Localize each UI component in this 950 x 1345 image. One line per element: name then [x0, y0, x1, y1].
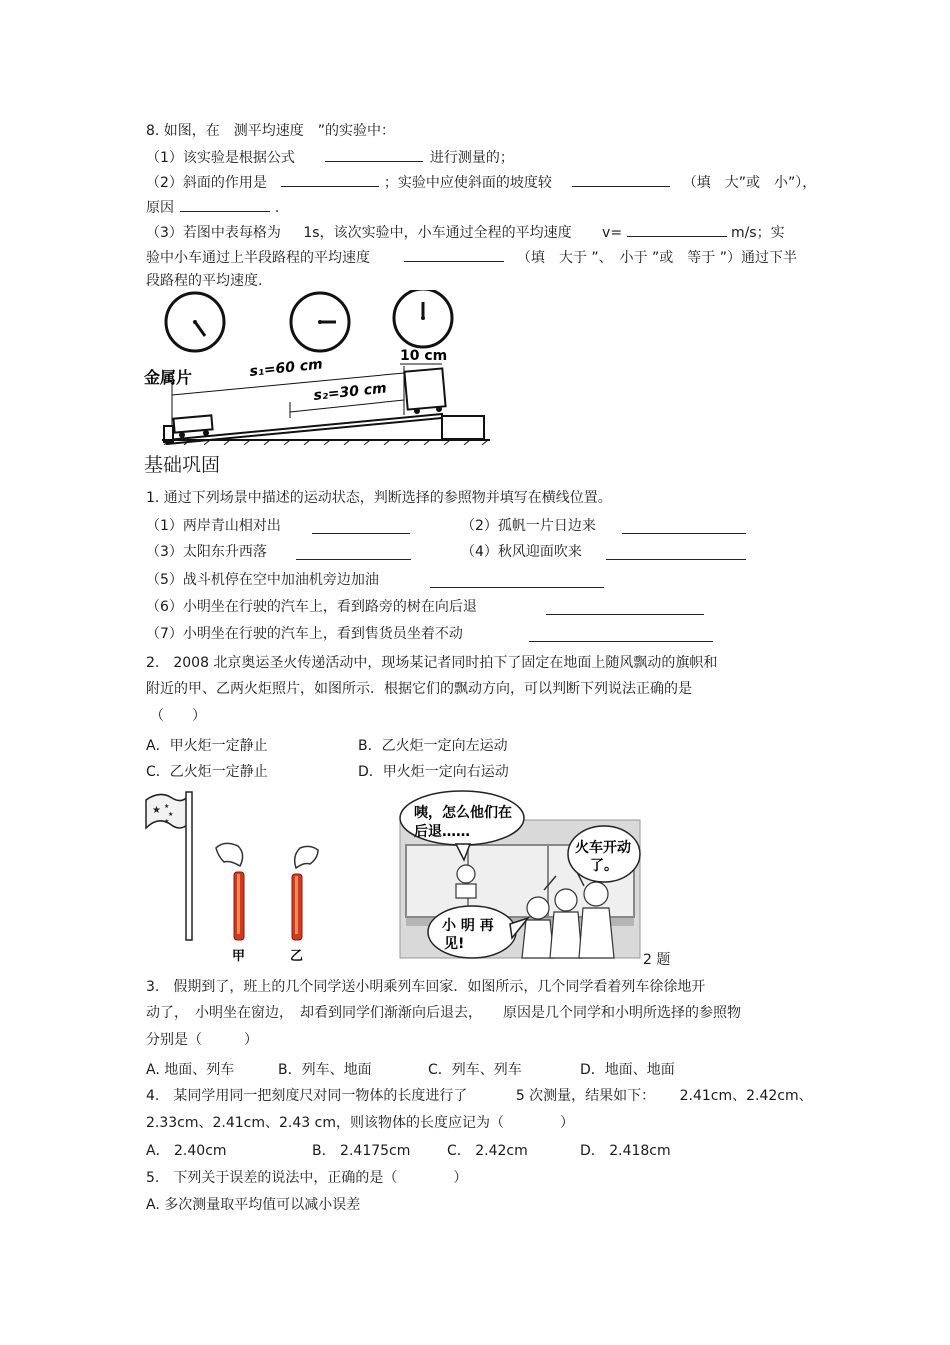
q8-part3-line3: 段路程的平均速度.: [146, 273, 263, 289]
q8-part3-tail: （填 大于 ”、 小于 ”或 等于 ”）通过下半: [516, 250, 798, 266]
stopwatch-3-icon: [394, 290, 452, 347]
q4-option-a[interactable]: A． 2.40cm: [146, 1143, 227, 1159]
label-s2: s₂=30 cm: [312, 380, 388, 404]
svg-text:★: ★: [164, 803, 170, 810]
q3-option-c[interactable]: C．列车、列车: [428, 1062, 522, 1078]
q1-item-5: （5）战斗机停在空中加油机旁边加油: [146, 572, 379, 588]
bubble3-line1: 小 明 再: [442, 918, 494, 934]
q8-compare-blank[interactable]: [404, 246, 504, 262]
svg-text:★: ★: [164, 818, 170, 825]
torch-jia-icon: [216, 843, 244, 940]
q1-item-1-blank[interactable]: [312, 518, 410, 534]
q3-line3: 分别是（ ）: [146, 1032, 258, 1048]
q1-item-3-blank[interactable]: [296, 544, 411, 560]
q4-option-b[interactable]: B． 2.4175cm: [312, 1143, 411, 1159]
train-scene-figure: [398, 790, 643, 960]
q8-part1: [146, 146, 514, 168]
flag-torch-figure: [142, 788, 332, 966]
q2-line2: 附近的甲、乙两火炬照片，如图所示．根据它们的飘动方向，可以判断下列说法正确的是: [146, 681, 692, 697]
q4-line1-values: 2.41cm、2.42cm、: [679, 1088, 813, 1104]
flag-icon: [146, 794, 188, 828]
q2-option-a[interactable]: A．甲火炬一定静止: [146, 738, 268, 754]
label-torch-jia: 甲: [232, 949, 246, 964]
q8-part1-text: （1）该实验是根据公式: [146, 150, 295, 166]
torch-yi-icon: [292, 846, 318, 940]
q8-part1-tail: 进行测量的；: [429, 150, 514, 166]
stopwatch-1-icon: [166, 293, 224, 351]
label-10cm: 10 cm: [400, 348, 448, 364]
figure-caption: 2 题: [643, 952, 671, 968]
bubble2-line1: 火车开动: [575, 840, 631, 856]
q8-part3-line2: [146, 246, 797, 268]
q8-v-label: v=: [602, 225, 623, 241]
q5-option-a[interactable]: A. 多次测量取平均值可以减小误差: [146, 1197, 361, 1213]
q8-reason-blank[interactable]: [180, 196, 270, 212]
q1-item-2: （2）孤帆一片日边来: [461, 518, 596, 534]
q4-line1-mid: 5 次测量，结果如下：: [515, 1088, 656, 1104]
label-s1: s₁=60 cm: [248, 356, 324, 380]
q8-part2-tail: （填 大”或 小”），: [682, 175, 817, 191]
q8-part3-text: （3）若图中表每格为: [146, 225, 281, 241]
q2-option-c[interactable]: C．乙火炬一定静止: [146, 764, 268, 780]
bubble1-line2: 后退……: [414, 824, 470, 840]
q1-item-6-blank[interactable]: [546, 599, 704, 615]
support-block: [442, 416, 484, 439]
cart-top: [404, 368, 445, 414]
q3-line2: 动了， 小明坐在窗边， 却看到同学们渐渐向后退去， 原因是几个同学和小明所选择的参照物: [146, 1005, 741, 1021]
q1-intro: 1. 通过下列场景中描述的运动状态，判断选择的参照物并填写在横线位置。: [146, 490, 612, 506]
q3-option-d[interactable]: D．地面、地面: [580, 1062, 675, 1078]
q1-item-4-blank[interactable]: [606, 544, 746, 560]
q8-formula-blank[interactable]: [325, 146, 423, 162]
q1-item-3: （3）太阳东升西落: [146, 544, 267, 560]
incline-experiment-figure: [142, 290, 492, 445]
bubble1-line1: 咦，怎么他们在: [414, 805, 512, 821]
q4-option-d[interactable]: D． 2.418cm: [580, 1143, 671, 1159]
q2-option-d[interactable]: D．甲火炬一定向右运动: [358, 764, 509, 780]
stopwatch-2-icon: [291, 293, 349, 351]
q8-part3-unit: m/s；实: [730, 225, 785, 241]
svg-text:★: ★: [168, 811, 174, 818]
q1-item-2-blank[interactable]: [622, 518, 746, 534]
q8-slope-purpose-blank[interactable]: [281, 171, 379, 187]
q2-option-b[interactable]: B．乙火炬一定向左运动: [358, 738, 508, 754]
q8-part3: [146, 221, 785, 243]
q8-part3-text2: 验中小车通过上半段路程的平均速度: [146, 250, 370, 266]
label-metal-sheet: 金属片: [144, 368, 193, 387]
bubble3-line2: 见!: [444, 936, 465, 952]
cart-bottom: [173, 415, 212, 438]
bubble2-line2: 了。: [590, 858, 618, 874]
q2-answer-paren[interactable]: （ ）: [150, 708, 206, 724]
q1-item-7: （7）小明坐在行驶的汽车上，看到售货员坐着不动: [146, 626, 463, 642]
q8-reason-line: [146, 196, 279, 218]
q5-line1: 5. 下列关于误差的说法中，正确的是（ ）: [146, 1170, 468, 1186]
q8-speed-blank[interactable]: [627, 221, 727, 237]
q8-reason-label: 原因: [146, 200, 174, 216]
q1-item-4: （4）秋风迎面吹来: [461, 544, 582, 560]
q1-item-1: （1）两岸青山相对出: [146, 518, 281, 534]
q1-item-5-blank[interactable]: [430, 572, 604, 588]
q3-line1: 3. 假期到了，班上的几个同学送小明乘列车回家．如图所示，几个同学看着列车徐徐地开: [146, 979, 706, 995]
q8-part2: [146, 171, 816, 193]
q8-intro: 8. 如图，在 测平均速度 ”的实验中：: [146, 123, 396, 139]
flagpole: [186, 792, 192, 940]
q1-item-7-blank[interactable]: [529, 626, 713, 642]
q8-part2-mid: ；实验中应使斜面的坡度较: [383, 175, 552, 191]
q8-slope-blank[interactable]: [572, 171, 670, 187]
q4-line2: 2.33cm、2.41cm、2.43 cm，则该物体的长度应记为（ ）: [146, 1115, 574, 1131]
section-title: 基础巩固: [144, 454, 221, 476]
q8-part2-text: （2）斜面的作用是: [146, 175, 267, 191]
q4-line1-text: 4. 某同学用同一把刻度尺对同一物体的长度进行了: [146, 1088, 468, 1104]
q3-option-b[interactable]: B．列车、地面: [278, 1062, 372, 1078]
q4-line1: [146, 1086, 813, 1106]
q3-option-a[interactable]: A. 地面、列车: [146, 1062, 235, 1078]
q4-option-c[interactable]: C． 2.42cm: [447, 1143, 528, 1159]
label-torch-yi: 乙: [290, 949, 304, 964]
svg-text:★: ★: [152, 805, 161, 816]
q1-item-6: （6）小明坐在行驶的汽车上，看到路旁的树在向后退: [146, 599, 477, 615]
q8-part3-mid: 1s，该次实验中，小车通过全程的平均速度: [303, 225, 572, 241]
q8-reason-end: .: [274, 200, 280, 216]
q2-line1: 2. 2008 北京奥运圣火传递活动中，现场某记者同时拍下了固定在地面上随风飘动的旗帜和: [146, 655, 718, 671]
